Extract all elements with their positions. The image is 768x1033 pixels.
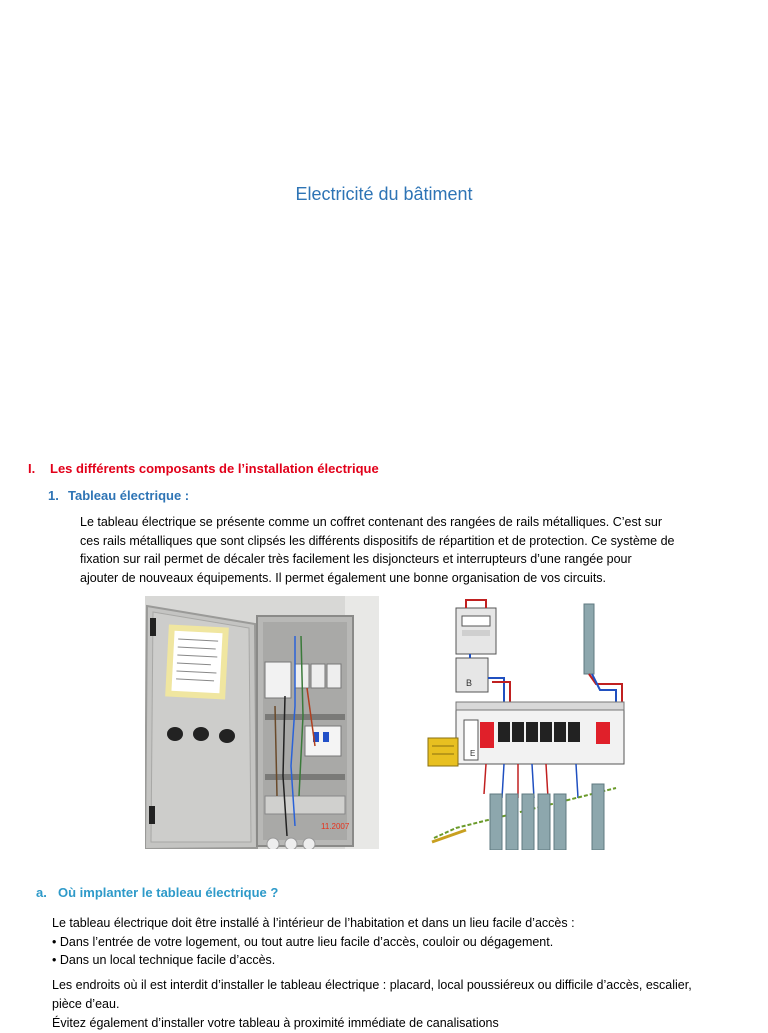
- paragraph-line: ajouter de nouveaux équipements. Il permet également une bonne organisation de vos circuits.: [80, 571, 607, 586]
- section-label: Les différents composants de l’installation électrique: [50, 461, 379, 476]
- electrical-cabinet-photo: [145, 596, 379, 849]
- paragraph-line: fixation sur rail permet de décaler très facilement les disjoncteurs et interrupteurs d’une rangée pour: [80, 552, 632, 567]
- paragraph-line: Le tableau électrique doit être installé à l’intérieur de l’habitation et dans un lieu facile d’accès :: [52, 916, 575, 930]
- subsection-label: Tableau électrique :: [68, 488, 190, 503]
- bullet-item: • Dans l’entrée de votre logement, ou tout autre lieu facile d’accès, couloir ou dégagement.: [52, 934, 554, 949]
- bullet-item: • Dans un local technique facile d’accès.: [52, 953, 276, 968]
- avoid-paragraph: Évitez également d’installer votre tableau à proximité immédiate de canalisations: [52, 1016, 499, 1030]
- section-number: I.: [28, 461, 36, 476]
- subsection-a-heading: [36, 885, 278, 900]
- svg-text:B: B: [466, 678, 473, 688]
- paragraph-line: pièce d’eau.: [52, 996, 120, 1011]
- intro-paragraph: [80, 513, 720, 588]
- electrical-panel-diagram: [426, 598, 636, 850]
- paragraph-line: ces rails métalliques que sont clipsés les différents dispositifs de répartition et de protection. Ce système de: [80, 533, 675, 548]
- svg-text:E: E: [470, 749, 476, 758]
- subsection-number: 1.: [48, 488, 59, 503]
- section-heading: [28, 461, 379, 476]
- subsection-heading: [48, 488, 189, 503]
- document-title: Electricité du bâtiment: [295, 184, 473, 204]
- forbidden-paragraph: [52, 976, 758, 1013]
- subsection-a-label: Où implanter le tableau électrique ?: [58, 885, 279, 900]
- paragraph-line: Le tableau électrique se présente comme un coffret contenant des rangées de rails métalliques. C’est sur: [80, 515, 663, 529]
- subsection-a-number: a.: [36, 885, 47, 900]
- panel-diagram-illustration: [426, 598, 636, 850]
- cabinet-illustration: [145, 596, 379, 849]
- paragraph-line: Les endroits où il est interdit d’installer le tableau électrique : placard, local poussiéreux ou difficile d’accès, escalier,: [52, 978, 692, 992]
- photo-date-stamp: 11.2007: [321, 822, 350, 831]
- placement-paragraph: [52, 914, 752, 970]
